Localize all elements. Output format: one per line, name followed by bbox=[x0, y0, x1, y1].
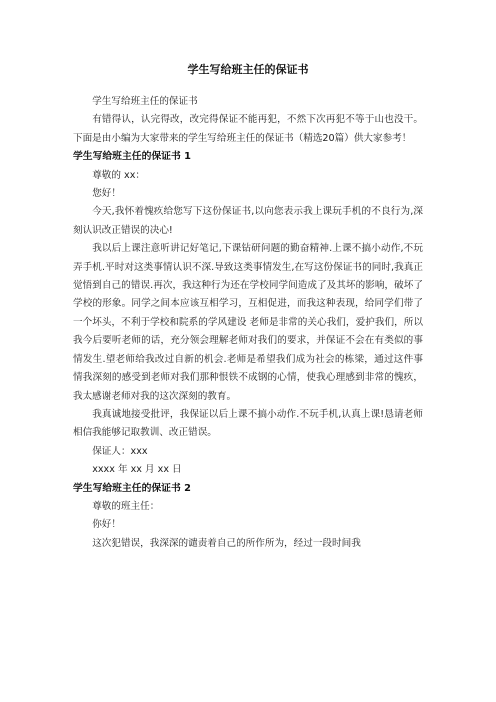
document-title: 学生写给班主任的保证书 bbox=[187, 63, 309, 76]
greeting: 您好！ bbox=[92, 188, 121, 200]
body-paragraph: 这次犯错误，我深深的谴责着自己的所作所为，经过一段时间我 bbox=[92, 537, 361, 549]
section-heading-1: 学生写给班主任的保证书 1 bbox=[73, 151, 191, 163]
salutation: 尊敬的班主任： bbox=[92, 500, 160, 512]
body-paragraph: 我真诚地接受批评，我保证以后上课不搞小动作.不玩手机,认真上课!恳请老师相信我能够记取教训、改正错误。 bbox=[73, 408, 423, 439]
body-paragraph: 我以后上课注意听讲记好笔记,下课钻研问题的勤奋精神.上课不搞小动作,不玩弄手机.平时对这类事情认识不深.导致这类事情发生,在写这份保证书的同时,我真正觉悟到自己的错误.再次，我这种行为还在学校同学间造成了及其坏的影响，破坏了学校的形象。同学之间本应该互相学习，互相促进，而我这种表现，给同学们带了一个坏头，不利于学校和院系的学风建设 老师是非常的关心我们，爱护我们，所以我今后要听老师的话，充分领会理解老师对我们的要求，并保证不会在有类似的事情发生.望老师给我改过自新的机会.老师是希望我们成为社会的栋梁，通过这件事情我深刻的感受到老师对我们那种恨铁不成钢的心情，使我心理感到非常的愧疚，我太感谢老师对我的这次深刻的教育。 bbox=[73, 243, 423, 402]
date-line: xxxx 年 xx 月 xx 日 bbox=[92, 464, 182, 476]
intro-paragraph: 有错得认，认完得改，改完得保证不能再犯，不然下次再犯不等于山也没干。下面是由小编为大家带来的学生写给班主任的保证书（精选20篇）供大家参考！ bbox=[73, 114, 423, 144]
greeting: 你好！ bbox=[92, 519, 121, 531]
body-paragraph: 今天,我怀着愧疚给您写下这份保证书,以向您表示我上课玩手机的不良行为,深刻认识改正错误的决心! bbox=[73, 206, 423, 236]
section-heading-2: 学生写给班主任的保证书 2 bbox=[73, 482, 191, 494]
salutation: 尊敬的 xx： bbox=[92, 169, 145, 181]
intro-subtitle: 学生写给班主任的保证书 bbox=[92, 96, 198, 107]
signer-line: 保证人：xxx bbox=[92, 445, 148, 457]
